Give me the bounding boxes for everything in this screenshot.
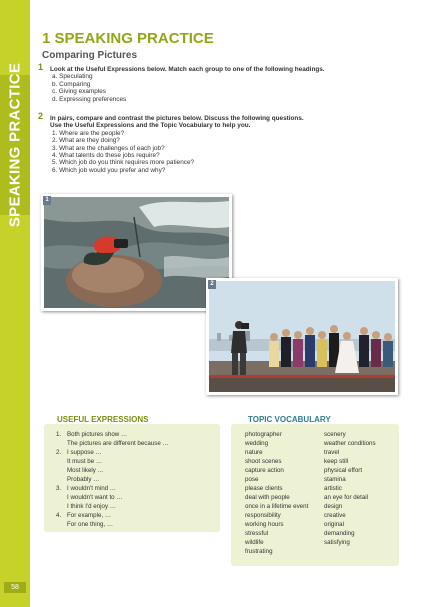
expression: For one thing, … xyxy=(67,521,114,528)
vocab-column-1 xyxy=(245,430,308,556)
expression: For example, … xyxy=(67,512,112,519)
topic-vocabulary-box xyxy=(231,424,399,566)
topic-vocabulary-heading: TOPIC VOCABULARY xyxy=(248,415,331,424)
vocab-word: photographer xyxy=(245,431,282,438)
vocab-word: an eye for detail xyxy=(324,494,369,501)
vocab-word: responsibility xyxy=(245,512,281,519)
vocab-word: creative xyxy=(324,512,346,519)
page-subtitle: Comparing Pictures xyxy=(42,50,138,61)
group-number: 4. xyxy=(56,512,62,519)
vocab-word: deal with people xyxy=(245,494,290,501)
expression: It must be … xyxy=(67,458,103,465)
vocab-column-2 xyxy=(324,430,376,547)
group-number: 3. xyxy=(56,485,62,492)
expression: I suppose … xyxy=(67,449,102,456)
vocab-word: once in a lifetime event xyxy=(245,503,309,510)
vocab-word: artistic xyxy=(324,485,342,492)
task-2-instruction-line-1: In pairs, compare and contrast the pictures below. Discuss the following questions. xyxy=(50,115,304,122)
vocab-word: wedding xyxy=(245,440,269,447)
expression: I wouldn't mind … xyxy=(67,485,116,492)
section-title: SPEAKING PRACTICE xyxy=(54,30,214,47)
vocab-word: weather conditions xyxy=(324,440,376,447)
vocab-word: please clients xyxy=(245,485,283,492)
sidebar-label-text: SPEAKING PRACTICE xyxy=(6,62,24,228)
group-number: 1. xyxy=(56,431,62,438)
task-2-list xyxy=(38,130,380,174)
vocab-word: scenery xyxy=(324,431,346,438)
list-item: c. Giving examples xyxy=(52,88,106,96)
photo-1 xyxy=(41,194,232,311)
list-item: d. Expressing preferences xyxy=(52,95,127,103)
expression: Probably … xyxy=(67,476,100,483)
list-item: 6. Which job would you prefer and why? xyxy=(52,166,166,174)
photo-1-badge: 1 xyxy=(43,196,51,205)
task-1-instruction: Look at the Useful Expressions below. Match each group to one of the following headings. xyxy=(50,66,325,73)
vocab-word: stressful xyxy=(245,530,269,537)
list-item xyxy=(56,484,169,511)
list-item: 4. What talents do these jobs require? xyxy=(52,152,160,160)
task-1-list xyxy=(38,73,380,103)
task-1 xyxy=(38,62,380,103)
vocab-word: stamina xyxy=(324,476,346,483)
vocab-word: travel xyxy=(324,449,340,456)
vocab-word: wildlife xyxy=(245,539,264,546)
vocab-word: satisfying xyxy=(324,539,350,546)
vocab-word: working hours xyxy=(245,521,284,528)
task-2 xyxy=(38,111,380,174)
group-number: 2. xyxy=(56,449,62,456)
list-item: 1. Where are the people? xyxy=(52,129,125,137)
useful-expressions-list xyxy=(56,430,169,529)
task-2-instruction-line-2: Use the Useful Expressions and the Topic Vocabulary to help you. xyxy=(50,122,251,130)
list-item: 2. What are they doing? xyxy=(52,137,120,145)
vocab-word: physical effort xyxy=(324,467,363,474)
useful-expressions-heading: USEFUL EXPRESSIONS xyxy=(57,415,149,424)
expression: I think I'd enjoy … xyxy=(67,503,116,510)
useful-expressions-box xyxy=(44,424,220,532)
photo-2-image xyxy=(209,281,395,392)
vocab-word: capture action xyxy=(245,467,284,474)
expression: The pictures are different because … xyxy=(67,440,169,447)
expression: Most likely … xyxy=(67,467,104,474)
photo-2 xyxy=(206,278,398,395)
task-1-number: 1 xyxy=(38,62,44,72)
page-title xyxy=(42,30,214,47)
expression: Both pictures show … xyxy=(67,431,128,438)
vocab-word: frustrating xyxy=(245,548,273,555)
list-item: 5. Which job do you think requires more patience? xyxy=(52,159,195,167)
task-2-number: 2 xyxy=(38,111,44,121)
list-item: 3. What are the challenges of each job? xyxy=(52,144,165,152)
list-item xyxy=(56,448,169,484)
vocab-word: shoot scenes xyxy=(245,458,282,465)
vocab-word: design xyxy=(324,503,343,510)
vocab-word: demanding xyxy=(324,530,355,537)
sidebar-label xyxy=(0,62,30,228)
expression: I wouldn't want to … xyxy=(67,494,123,501)
photo-1-image xyxy=(44,197,229,308)
list-item xyxy=(56,511,169,529)
section-number: 1 xyxy=(42,30,51,47)
vocab-word: nature xyxy=(245,449,263,456)
list-item: a. Speculating xyxy=(52,73,93,81)
photo-2-badge: 2 xyxy=(208,280,216,289)
page-number: 58 xyxy=(4,582,26,593)
vocab-word: original xyxy=(324,521,344,528)
vocab-word: keep still xyxy=(324,458,349,465)
vocab-word: pose xyxy=(245,476,259,483)
list-item xyxy=(56,430,169,448)
list-item: b. Comparing xyxy=(52,80,91,88)
